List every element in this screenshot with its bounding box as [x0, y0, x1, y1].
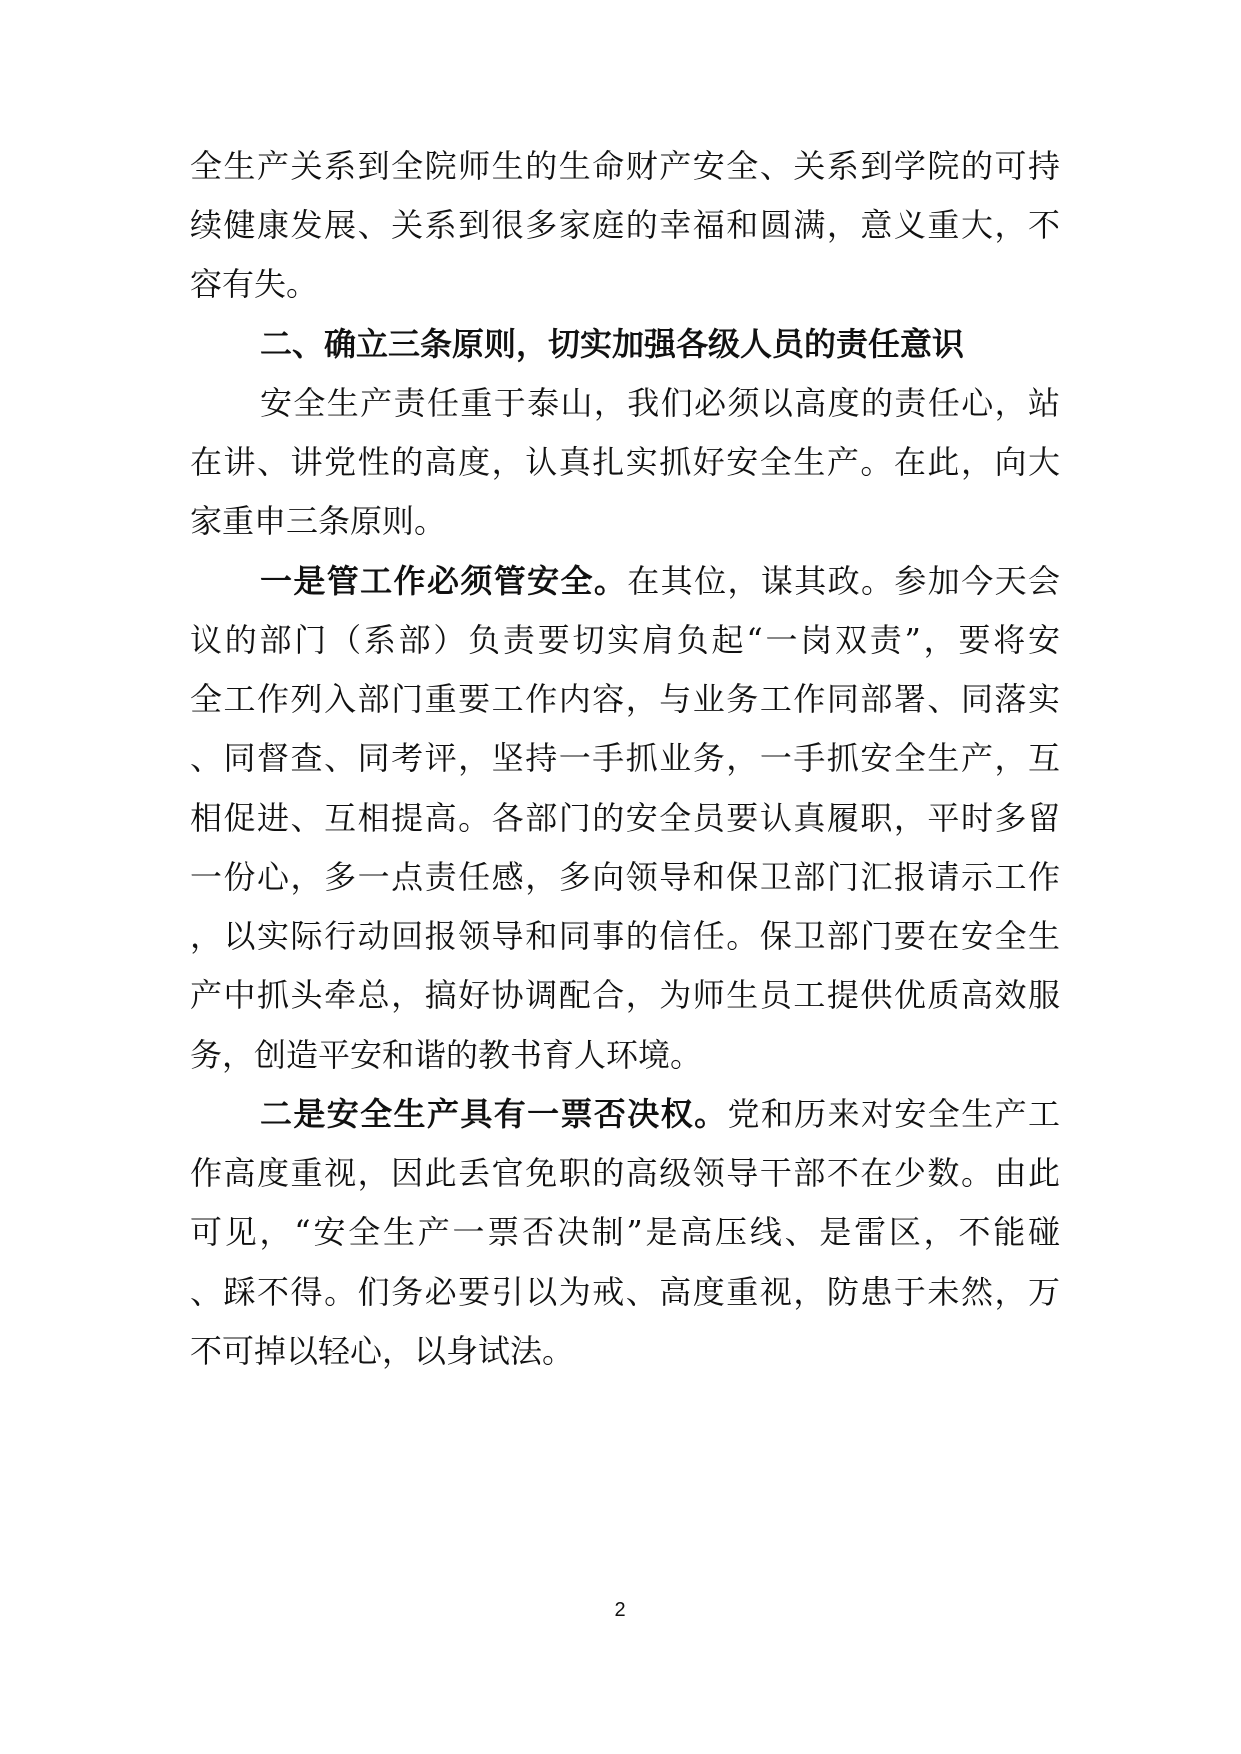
body-line: 不可掉以轻心，以身试法。 [190, 1332, 575, 1370]
paragraph-lead-line [260, 551, 1060, 611]
body-line: 安全生产责任重于泰山，我们必须以高度的责任心，站 [260, 384, 1060, 422]
paragraph-lead-line [260, 1084, 1060, 1144]
section-heading: 二、确立三条原则，切实加强各级人员的责任意识 [260, 325, 965, 363]
body-line: 容有失。 [190, 265, 319, 303]
body-line: 续健康发展、关系到很多家庭的幸福和圆满，意义重大，不 [190, 206, 1060, 244]
body-text: 党和历来对安全生产工 [727, 1095, 1060, 1133]
body-line: 作高度重视，因此丢官免职的高级领导干部不在少数。由此 [190, 1154, 1060, 1192]
body-line: 在讲、讲党性的高度，认真扎实抓好安全生产。在此，向大 [190, 443, 1060, 481]
bold-lead-text: 二是安全生产具有一票否决权。 [260, 1095, 728, 1133]
body-line: 家重申三条原则。 [190, 502, 447, 540]
body-line: 一份心，多一点责任感，多向领导和保卫部门汇报请示工作 [190, 858, 1060, 896]
body-line: 全生产关系到全院师生的生命财产安全、关系到学院的可持 [190, 147, 1060, 185]
body-line: 全工作列入部门重要工作内容，与业务工作同部署、同落实 [190, 680, 1060, 718]
page-number: 2 [614, 1599, 626, 1621]
body-line: 议的部门（系部）负责要切实肩负起“一岗双责”，要将安 [190, 621, 1060, 659]
body-line: 相促进、互相提高。各部门的安全员要认真履职，平时多留 [190, 799, 1060, 837]
body-line: 产中抓头牵总，搞好协调配合，为师生员工提供优质高效服 [190, 976, 1060, 1014]
body-line: ，以实际行动回报领导和同事的信任。保卫部门要在安全生 [190, 917, 1060, 955]
body-line: 务，创造平安和谐的教书育人环境。 [190, 1036, 703, 1074]
body-line: 、同督查、同考评，坚持一手抓业务，一手抓安全生产，互 [190, 739, 1060, 777]
body-text: 在其位，谋其政。参加今天会 [627, 562, 1060, 600]
body-line: 可见，“安全生产一票否决制”是高压线、是雷区，不能碰 [190, 1213, 1060, 1251]
bold-lead-text: 一是管工作必须管安全。 [260, 562, 628, 600]
body-line: 、踩不得。们务必要引以为戒、高度重视，防患于未然，万 [190, 1273, 1060, 1311]
